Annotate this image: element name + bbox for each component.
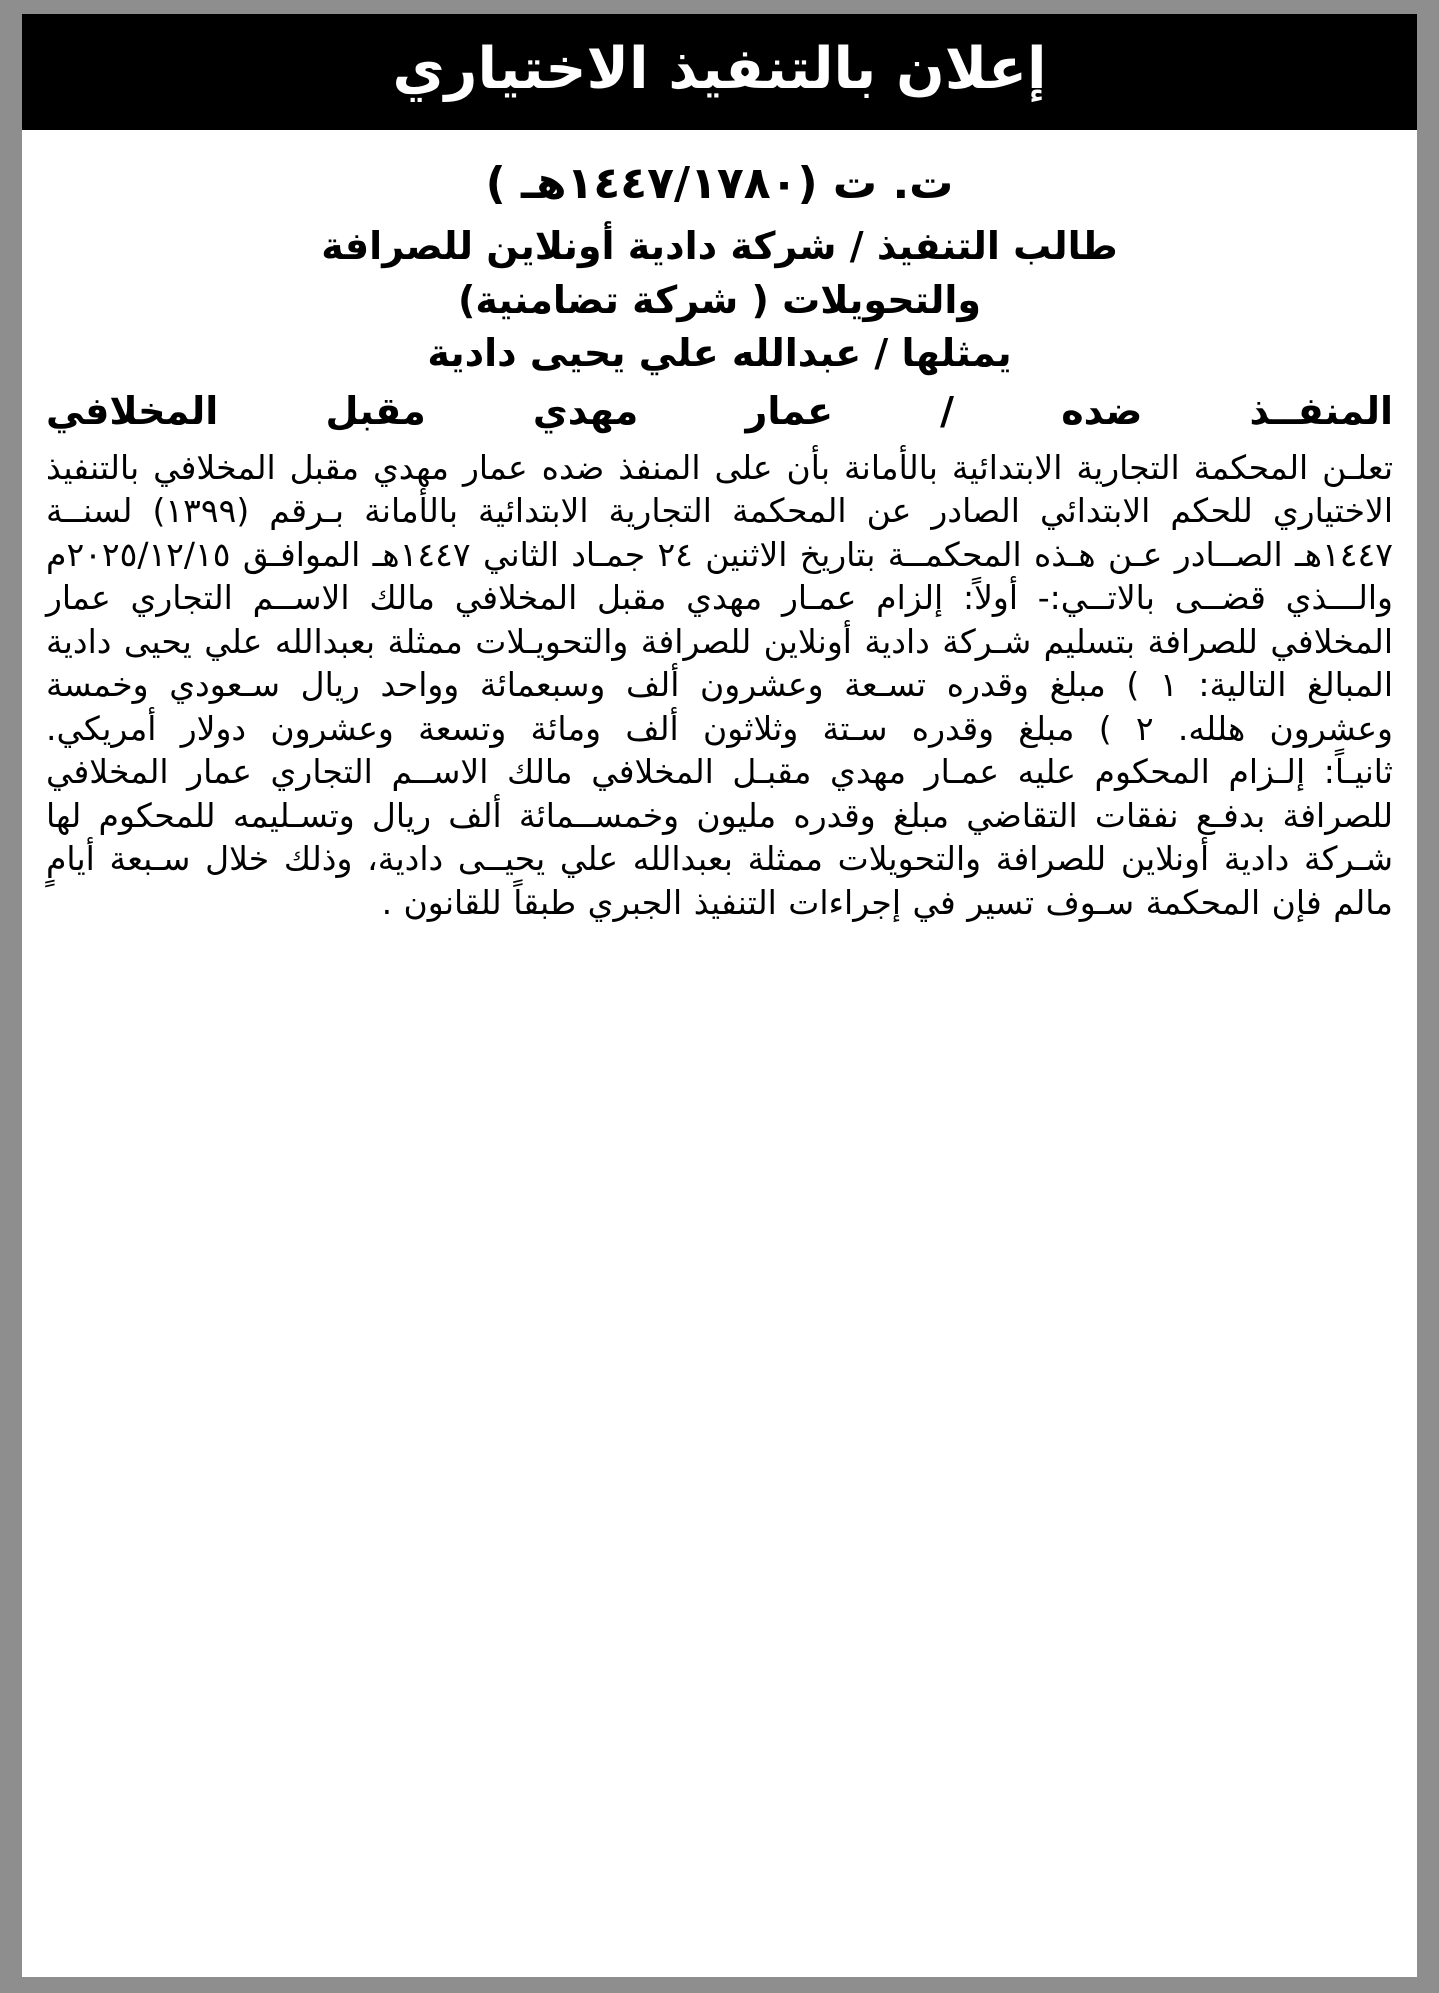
notice-body <box>22 130 1417 925</box>
claimant-line-2: والتحويلات ( شركة تضامنية) <box>457 277 982 322</box>
page-title: إعلان بالتنفيذ الاختياري <box>22 14 1417 130</box>
notice-paragraph-2: ثانيـاً: إلـزام المحكوم عليه عمـار مهدي مقبـل المخلافي مالك الاســم التجاري عمار المخلافي للصرافة بدفـع نفقات التقاضي مبلغ وقدره مليون وخمســمائة ألف ريال وتسـليمه للمحكوم لها شـركة دادية أونلاين للصرافة والتحويلات ممثلة بعبدالله علي يحيــى دادية، وذلك خلال سـبعة أيامٍ مالم فإن المحكمة سـوف تسير في إجراءات التنفيذ الجبري طبقاً للقانون . <box>46 752 1393 922</box>
defendant-name: المنفــذ ضده / عمار مهدي مقبل المخلافي <box>46 388 1393 433</box>
notice-text <box>46 446 1393 925</box>
notice-paragraph-1: تعلـن المحكمة التجارية الابتدائية بالأمانة بأن على المنفذ ضده عمار مهدي مقبل المخلافي بالتنفيذ الاختياري للحكم الابتدائي الصادر عن المحكمة التجارية الابتدائية بالأمانة بـرقم (١٣٩٩) لسنــة ١٤٤٧هـ الصــادر عـن هـذه المحكمــة بتاريخ الاثنين ٢٤ جمـاد الثاني ١٤٤٧هـ الموافـق ٢٠٢٥/١٢/١٥م والـــذي قضــى بالاتــي:- أولاً: إلزام عمـار مهدي مقبل المخلافي مالك الاســم التجاري عمار المخلافي للصرافة بتسليم شـركة دادية أونلاين للصرافة والتحويـلات ممثلة بعبدالله علي يحيى دادية المبالغ التالية: ١ ) مبلغ وقدره تسـعة وعشرون ألف وسبعمائة وواحد ريال سـعودي وخمسة وعشرون هلله. ٢ ) مبلغ وقدره سـتة وثلاثون ألف ومائة وتسعة وعشرون دولار أمريكي. <box>46 447 1393 748</box>
claimant-representative: يمثلها / عبدالله علي يحيى دادية <box>427 331 1012 376</box>
case-number: ت. ت (١٤٤٧/١٧٨٠هـ ) <box>485 157 954 209</box>
notice-sheet <box>22 14 1417 1977</box>
claimant-line-1: طالب التنفيذ / شركة دادية أونلاين للصرافة <box>321 223 1118 268</box>
